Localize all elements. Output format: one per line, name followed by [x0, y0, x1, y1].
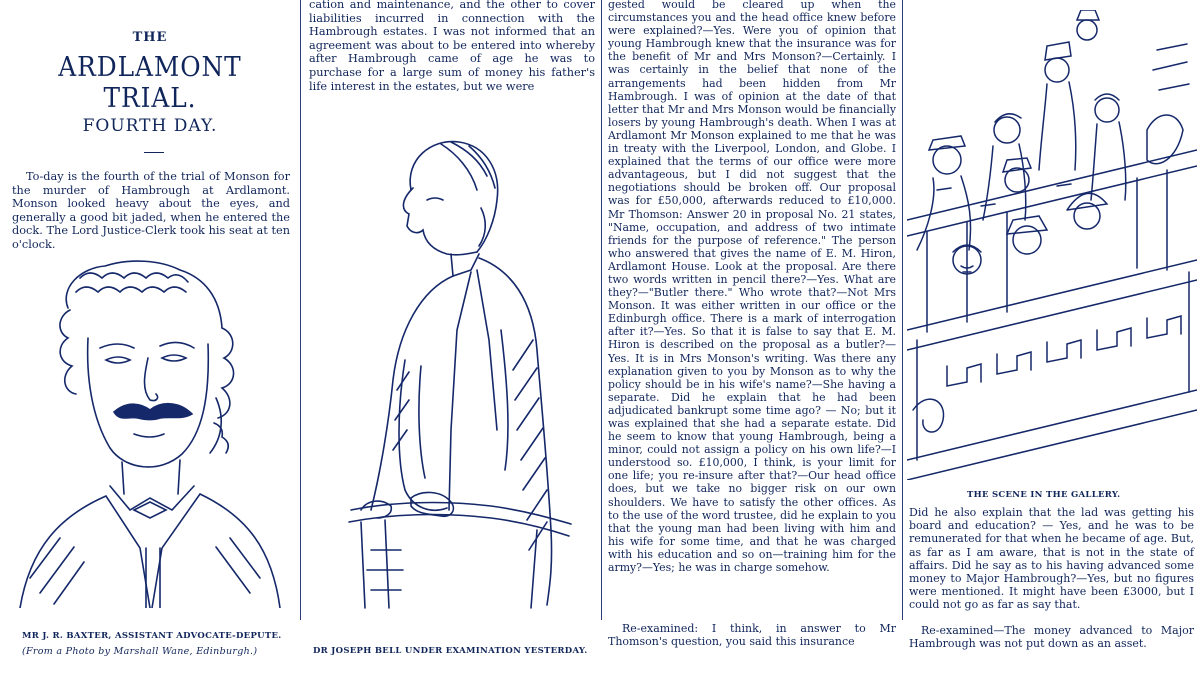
column-4: [903, 0, 1200, 675]
col4-reexamined: Re-examined—The money advanced to Major Hambrough was not put down as an asset.: [909, 624, 1194, 651]
baxter-portrait-image: [10, 248, 290, 608]
column-3: [602, 0, 902, 675]
headline: ARDLAMONT TRIAL.: [58, 52, 242, 114]
kicker: THE: [132, 30, 168, 45]
gallery-scene-image: [907, 10, 1197, 480]
bell-caption: DR JOSEPH BELL UNDER EXAMINATION YESTERDAY.: [313, 646, 588, 656]
col2-paragraph: cation and maintenance, and the other to cover liabilities incurred in connection with the Hambrough estates. I was not informed that an agreement was about to be entered into whereby after Hambrough came of age he was to purchase for a large sum of money his father's life interest in the estates, but we were: [309, 0, 595, 93]
portrait-caption: MR J. R. BAXTER, ASSISTANT ADVOCATE-DEPUTE.: [22, 631, 282, 641]
bell-figure-image: [301, 130, 591, 610]
gallery-caption: THE SCENE IN THE GALLERY.: [967, 490, 1121, 500]
col3-reexamined: Re-examined: I think, in answer to Mr Thomson's question, you said this insurance: [608, 622, 896, 649]
divider: [144, 152, 164, 153]
intro-paragraph: To-day is the fourth of the trial of Monson for the murder of Hambrough at Ardlamont. Monson looked heavy about the eyes, and generally a good bit jaded, when he entered the dock. The Lord Justice-Clerk took his seat at ten o'clock.: [12, 170, 290, 251]
col4-paragraph: Did he also explain that the lad was getting his board and education? — Yes, and he was to be remunerated for that when he became of age. But, as far as I am aware, that is not in the state of affairs. Did he say as to his having advanced some money to Major Hambrough?—Yes, but no figures were mentioned. It might have been £3000, but I could not go as far as say that.: [909, 506, 1194, 612]
column-2: [301, 0, 601, 675]
subhead: FOURTH DAY.: [82, 116, 218, 136]
col3-paragraph: gested would be cleared up when the circumstances you and the head office knew before were explained?—Yes. Were you of opinion that young Hambrough knew that the insurance was for the benefit of Mr and Mrs Monson?—Certainly. I was certainly in the belief that none of the arrangements had been hidden from Mr Hambrough. I was of opinion at the date of that letter that Mr and Mrs Monson would be financially losers by young Hambrough's death. When I was at Ardlamont Mr Monson explained to me that he was in treaty with the Liverpool, London, and Globe. I explained that the terms of our office were more advantageous, but I did not suggest that the negotiations should be broken off. Our proposal was for £50,000, afterwards reduced to £10,000. Mr Thomson: Answer 20 in proposal No. 21 states, "Name, occupation, and address of two intimate friends for the purpose of reference." The person who answered that gives the name of E. M. Hiron, Ardlamont House. Look at the proposal. Are there two words written in pencil there?—Yes. What are they?—"Butler there." Who wrote that?—Not Mrs Monson. It was either written in our office or the Edinburgh office. There is a mark of interrogation after it?—Yes. So that it is false to say that E. M. Hiron is described on the proposal as a butler?—Yes. It is in Mrs Monson's writing. Was there any explanation given to you by Monson as to why the policy should be in his wife's name?—She having a separate. Did he explain that he had been adjudicated bankrupt some time ago? — No; but it was explained that she had a separate estate. Did he seem to know that young Hambrough, being a minor, could not assign a policy on his own life?—I understood so. £10,000, I think, is your limit for one life; you re-insure after that?—Our head office does, but we take no bigger risk on our own shoulders. We have to satisfy the other offices. As to the use of the word trustee, did he explain to you that the young man had been living with him and his wife for some time, and that he was charged with his education and so on—training him for the army?—Yes; he was in charge somehow.: [608, 0, 896, 575]
column-1: [0, 0, 300, 675]
portrait-credit: (From a Photo by Marshall Wane, Edinburgh.): [22, 646, 258, 657]
